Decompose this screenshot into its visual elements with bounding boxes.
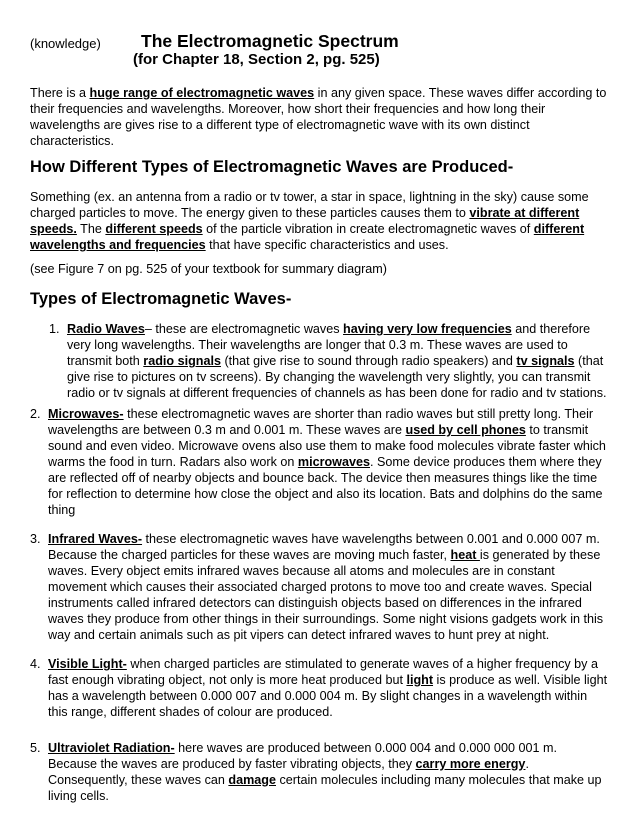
figure-note: (see Figure 7 on pg. 525 of your textbook for summary diagram) — [30, 262, 387, 276]
item-text: (that give rise to pictures on tv screens). By changing the wavelength very slightly, you can transmit radio or tv signals at different frequencies of channels as has been done for radio and tv stations. — [67, 354, 607, 400]
production-text: of the particle vibration in create electromagnetic waves of — [202, 222, 534, 236]
item-text: and therefore very long wavelengths. Their wavelengths are longer that 0.3 m. These waves are used to transmit both — [67, 322, 591, 368]
item-text: to transmit sound and even video. Microwave ovens also use them to make food molecules vibrate faster which warms the food in turn. Radars also work on — [48, 423, 606, 469]
item-highlight: Microwaves- — [48, 407, 124, 421]
item-text: – these are electromagnetic waves — [144, 322, 344, 336]
item-highlight: radio signals — [143, 354, 221, 368]
list-number: 3. — [30, 532, 41, 546]
item-highlight: Visible Light- — [48, 657, 127, 671]
item-text: when charged particles are stimulated to generate waves of a higher frequency by a fast enough vibrating object, not only is more heat produced but — [48, 657, 598, 687]
list-number: 5. — [30, 741, 41, 755]
intro-text: in any given space. These waves differ according to their frequencies and wavelengths. Moreover, how short their frequencies and how long their wavelengths are gives rise to a different type of electromagnetic wave with its own distinct characteristics. — [30, 86, 607, 148]
item-text: (that give rise to sound through radio speakers) and — [220, 354, 517, 368]
intro-text: There is a — [30, 86, 90, 100]
production-highlight: vibrate at different speeds. — [30, 206, 580, 236]
intro-highlight: huge range of electromagnetic waves — [89, 86, 315, 100]
section-heading-types: Types of Electromagnetic Waves- — [30, 290, 292, 308]
item-highlight: heat — [450, 548, 480, 562]
item-text: is generated by these waves. Every object emits infrared waves because all atoms and molecules are in constant movement which causes their associated charged protons to move too and create waves. Special instruments called infrared detectors can distinguish objects based on differences in the infrared waves they produce from other things in their surroundings. Some night visions gadgets work in this way and certain animals such as pit vipers can detect infrared waves to hunt prey at night. — [48, 548, 604, 642]
list-number: 4. — [30, 657, 41, 671]
section-heading-production: How Different Types of Electromagnetic Waves are Produced- — [30, 158, 514, 176]
list-number: 2. — [30, 407, 41, 421]
production-text: that have specific characteristics and uses. — [205, 238, 449, 252]
list-item-visible-light — [48, 656, 608, 720]
item-highlight: light — [406, 673, 434, 687]
item-text: . Consequently, these waves can — [48, 757, 529, 787]
item-text: these electromagnetic waves are shorter than radio waves but still pretty long. Their wavelengths are between 0.3 m and 0.001 m. These waves are — [48, 407, 594, 437]
item-highlight: Ultraviolet Radiation- — [48, 741, 175, 755]
item-highlight: Infrared Waves- — [48, 532, 143, 546]
production-paragraph — [30, 189, 612, 253]
item-text: is produce as well. Visible light has a wavelength between 0.000 007 and 0.000 004 m. By slight changes in a wavelength within this range, different shades of colour are produced. — [48, 673, 608, 719]
list-item-microwaves — [48, 406, 608, 518]
item-highlight: microwaves — [297, 455, 370, 469]
item-text: here waves are produced between 0.000 004 and 0.000 000 001 m. Because the waves are produced by faster vibrating objects, they — [48, 741, 557, 771]
production-text: The — [76, 222, 106, 236]
list-number: 1. — [49, 322, 60, 336]
item-highlight: used by cell phones — [405, 423, 526, 437]
item-highlight: damage — [228, 773, 276, 787]
intro-paragraph — [30, 85, 612, 149]
production-text: Something (ex. an antenna from a radio or tv tower, a star in space, lightning in the sky) cause some charged particles to move. The energy given to these particles causes them to — [30, 190, 589, 220]
list-item-ultraviolet-radiation — [48, 740, 608, 804]
item-highlight: having very low frequencies — [343, 322, 512, 336]
production-highlight: different speeds — [105, 222, 203, 236]
knowledge-tag: (knowledge) — [30, 36, 101, 51]
item-text: certain molecules including many molecules that make up living cells. — [48, 773, 602, 803]
item-text: . Some device produces them where they are reflected off of nearby objects and bounce back. The device then measures things like the time for reflection to determine how close the object and also its location. Bats and dolphins do the same thing — [48, 455, 603, 517]
item-text: these electromagnetic waves have wavelengths between 0.001 and 0.000 007 m. Because the charged particles for these waves are moving much faster, — [48, 532, 600, 562]
page-title: The Electromagnetic Spectrum — [141, 31, 399, 51]
item-highlight: tv signals — [516, 354, 575, 368]
page-subtitle: (for Chapter 18, Section 2, pg. 525) — [133, 51, 380, 68]
item-highlight: Radio Waves — [67, 322, 145, 336]
list-item-radio-waves — [67, 321, 607, 401]
item-highlight: carry more energy — [415, 757, 526, 771]
list-item-infrared-waves — [48, 531, 608, 643]
production-highlight: different wavelengths and frequencies — [30, 222, 585, 252]
